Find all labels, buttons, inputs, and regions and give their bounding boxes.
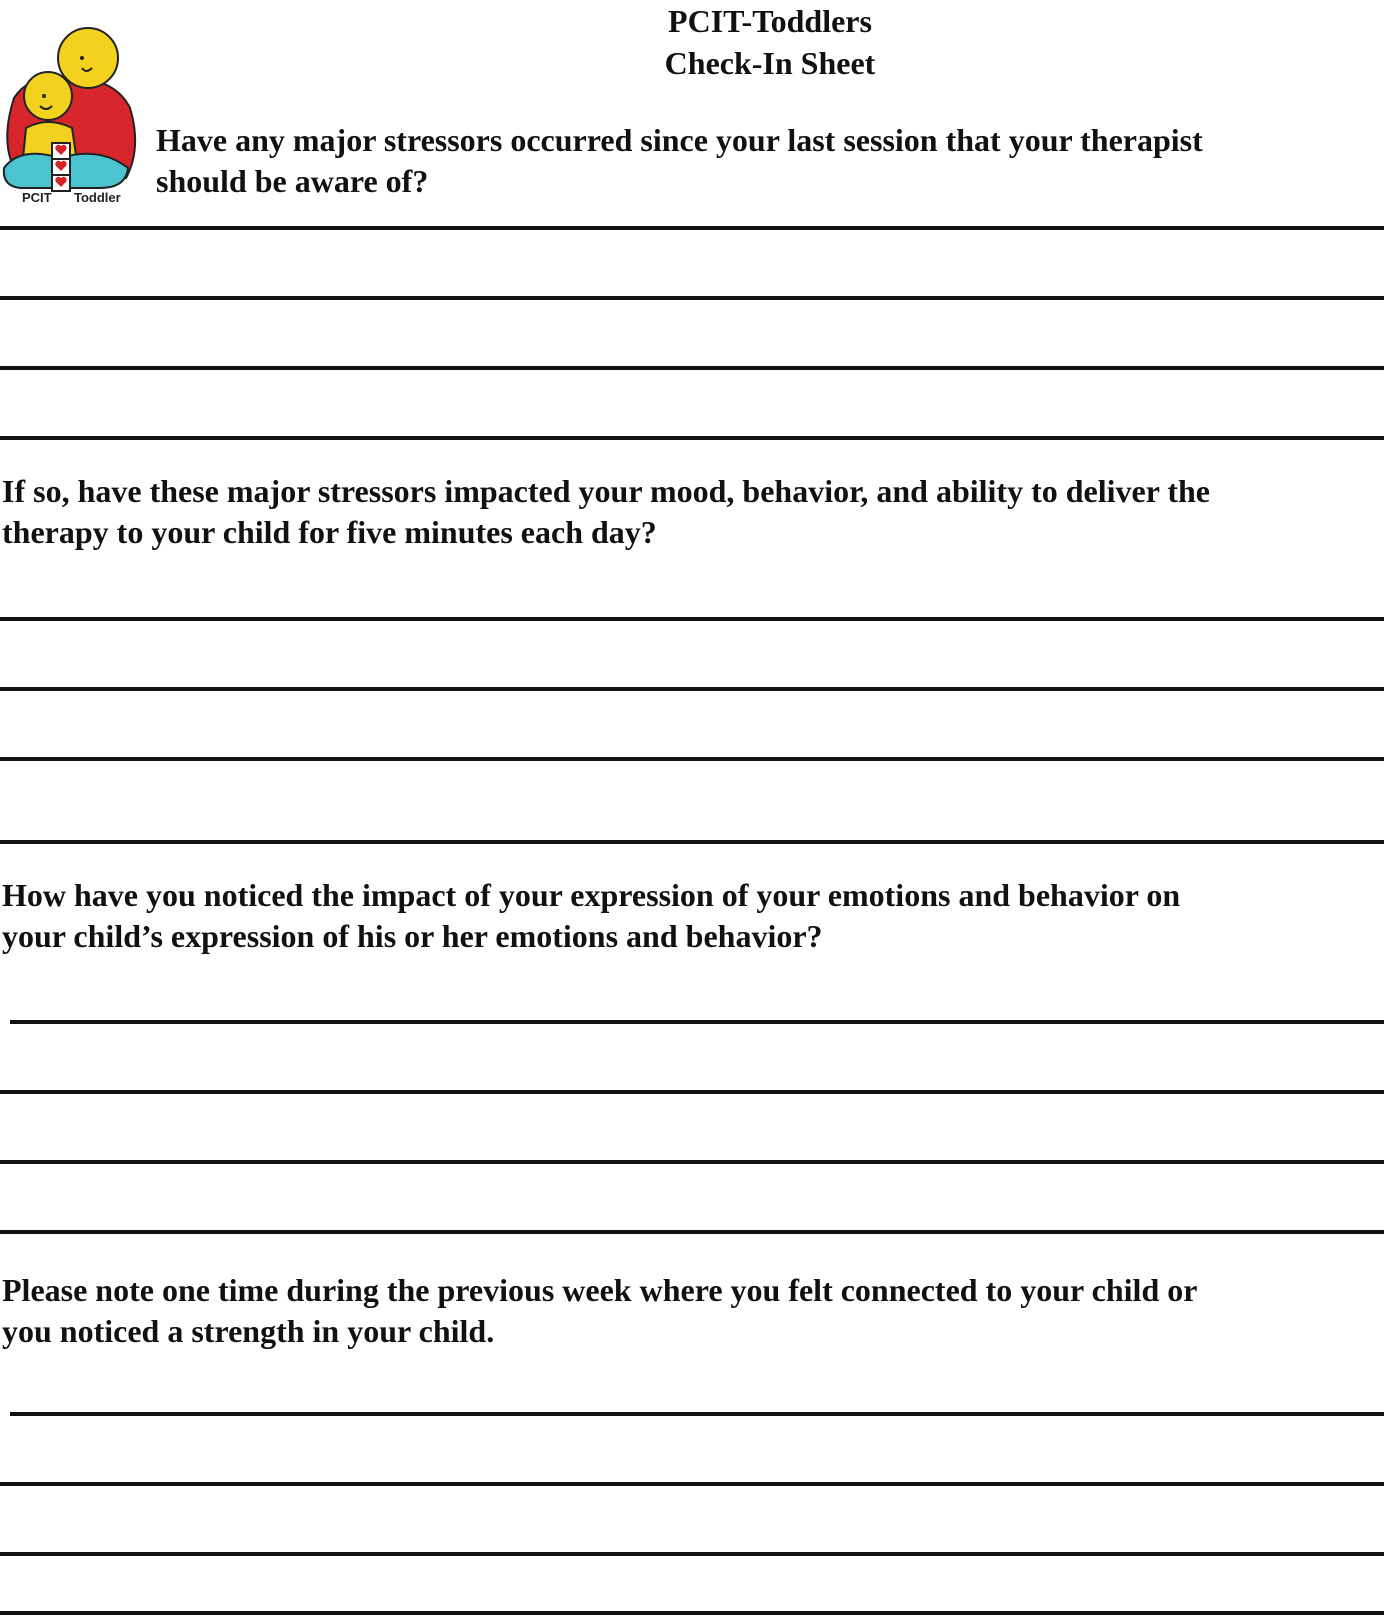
question-2 [2, 471, 1210, 553]
question-3-line-2: your child’s expression of his or her emotions and behavior? [2, 918, 823, 954]
question-4 [2, 1270, 1197, 1352]
answer-line[interactable] [0, 757, 1384, 761]
answer-line[interactable] [0, 1090, 1384, 1094]
answer-line[interactable] [0, 687, 1384, 691]
question-4-line-1: Please note one time during the previous week where you felt connected to your child or [2, 1272, 1198, 1308]
question-1 [156, 120, 1203, 202]
answer-line[interactable] [0, 1611, 1384, 1615]
adult-head [58, 28, 118, 88]
pcit-toddler-logo [0, 18, 140, 208]
child-head [24, 72, 72, 120]
answer-line[interactable] [0, 366, 1384, 370]
answer-line[interactable] [0, 1230, 1384, 1234]
logo-text-right: Toddler [74, 190, 121, 205]
question-1-line-1: Have any major stressors occurred since your last session that your therapist [156, 122, 1203, 158]
question-2-line-1: If so, have these major stressors impacted your mood, behavior, and ability to deliver the [2, 473, 1210, 509]
question-4-line-2: you noticed a strength in your child. [2, 1313, 495, 1349]
question-3-line-1: How have you noticed the impact of your expression of your emotions and behavior on [2, 877, 1181, 913]
answer-line[interactable] [0, 226, 1384, 230]
question-2-line-2: therapy to your child for five minutes each day? [2, 514, 657, 550]
title-line-1: PCIT-Toddlers [668, 3, 872, 39]
answer-line[interactable] [0, 1552, 1384, 1556]
answer-line[interactable] [0, 617, 1384, 621]
question-3 [2, 875, 1180, 957]
answer-line[interactable] [0, 436, 1384, 440]
answer-line[interactable] [10, 1412, 1384, 1416]
page-title [560, 0, 980, 84]
answer-line[interactable] [0, 1482, 1384, 1486]
answer-line[interactable] [10, 1020, 1384, 1024]
answer-line[interactable] [0, 296, 1384, 300]
title-line-2: Check-In Sheet [664, 45, 876, 81]
question-1-line-2: should be aware of? [156, 163, 429, 199]
logo-text-left: PCIT [22, 190, 52, 205]
answer-line[interactable] [0, 1160, 1384, 1164]
answer-line[interactable] [0, 840, 1384, 844]
